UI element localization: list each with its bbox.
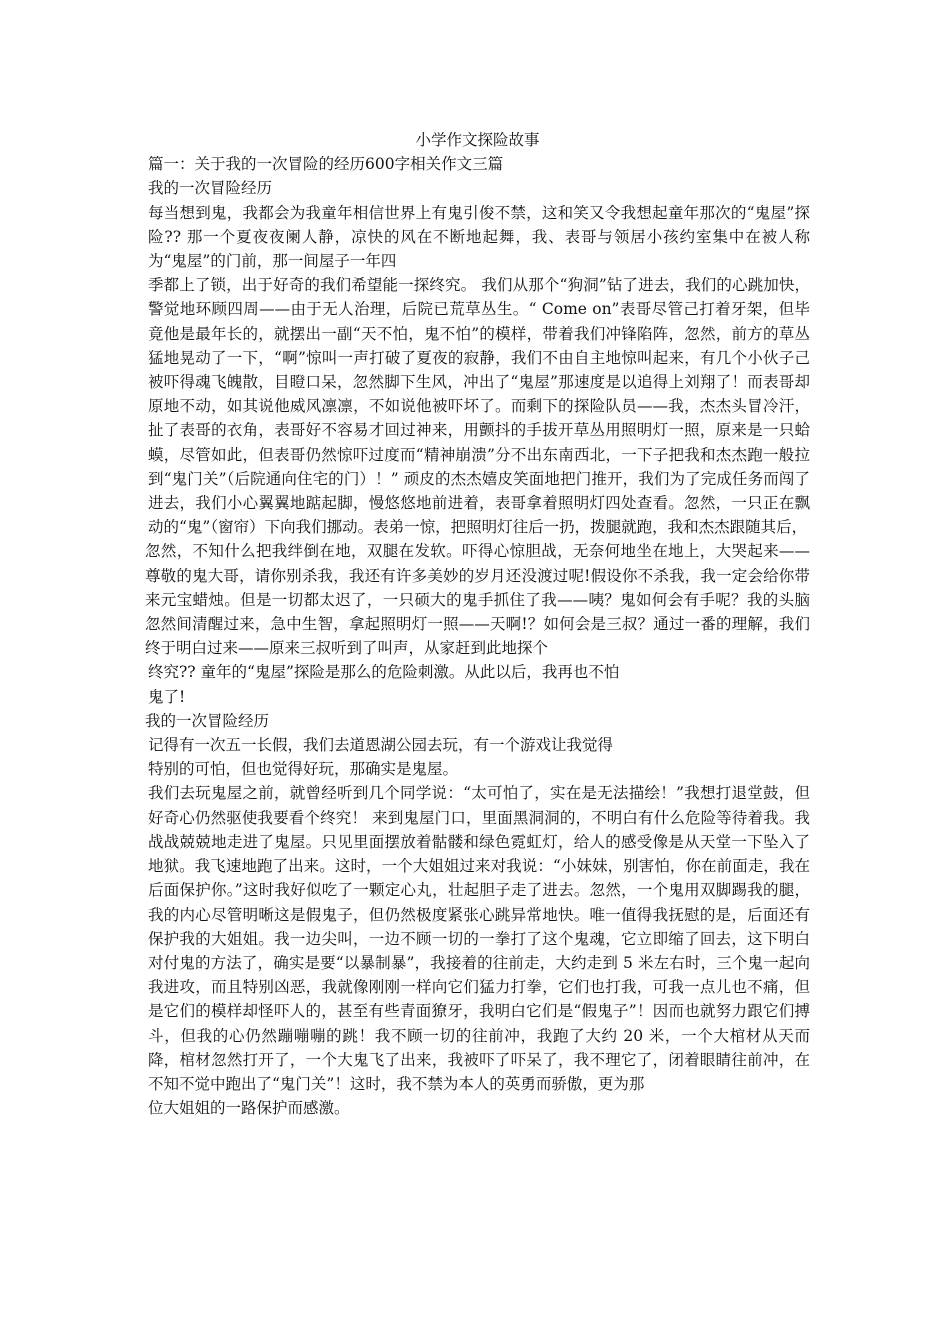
paragraph-9: 位大姐姐的一路保护而感激。	[148, 1099, 350, 1118]
section-heading-1: 我的一次冒险经历	[148, 179, 273, 198]
document-subtitle: 篇一：关于我的一次冒险的经历600字相关作文三篇	[148, 155, 504, 174]
paragraph-6: 记得有一次五一长假，我们去道恩湖公园去玩，有一个游戏让我觉得	[148, 736, 614, 755]
section-heading-2: 我的一次冒险经历	[145, 711, 270, 730]
paragraph-1: 每当想到鬼，我都会为我童年相信世界上有鬼引俊不禁，这和笑又令我想起童年那次的“鬼屋”探险?? 那一个夏夜夜阑人静，凉快的风在不断地起舞，我、表哥与领居小孩约室集中在被人称 为“鬼屋”的门前，那一间屋子一年四	[148, 203, 810, 271]
paragraph-8: 我们去玩鬼屋之前，就曾经听到几个同学说：“太可怕了，实在是无法描绘！”我想打退堂鼓，但好奇心仍然驱使我要看个终究！ 来到鬼屋门口，里面黑洞洞的，不明白有什么危险等待着我。我战战兢兢地走进了鬼屋。只见里面摆放着骷髅和绿色霓虹灯，给人的感受像是从天堂一下坠入了地狱。我飞速地跑了出来。这时，一个大姐姐过来对我说：“小妹妹，别害怕，你在前面走，我在后面保护你。”这时我好似吃了一颗定心丸，壮起胆子走了进去。忽然，一个鬼用双脚踢我的腿，我的内心尽管明晰这是假鬼子，但仍然极度紧张心跳异常地快。唯一值得我抚慰的是，后面还有保护我的大姐姐。我一边尖叫，一边不顾一切的一拳打了这个鬼魂，它立即缩了回去，这下明白对付鬼的方法了，确实是要“以暴制暴”，我接着的往前走，大约走到 5 米左右时，三个鬼一起向我进攻，而且特别凶恶，我就像刚刚一样向它们猛力打拳，它们也打我，可我一点儿也不痛，但是它们的模样却怪吓人的，甚至有些青面獠牙，我明白它们是“假鬼子”！因而也就努力跟它们搏斗，但我的心仍然蹦嘣嘣的跳！我不顾一切的往前冲，我跑了大约 20 米，一个大棺材从天而降，棺材忽然打开了，一个大鬼飞了出来，我被吓了吓呆了，我不理它了，闭着眼睛往前冲，在不知不觉中跑出了“鬼门关”！这时，我不禁为本人的英勇而骄傲，更为那	[148, 784, 810, 1093]
paragraph-7: 特别的可怕，但也觉得好玩，那确实是鬼屋。	[148, 760, 459, 779]
paragraph-2: 季都上了锁，出于好奇的我们希望能一探终究。 我们从那个“狗洞”钻了进去，我们的心跳加快，警觉地环顾四周——由于无人治理，后院已荒草丛生。“ Come on”表哥尽管己打着牙架，但毕竟他是最年长的，就摆出一副“天不怕，鬼不怕”的模样，带着我们冲锋陷阵，忽然，前方的草丛猛地晃动了一下，“啊”惊叫一声打破了夏夜的寂静，我们不由自主地惊叫起来，有几个小伙子己被吓得魂飞魄散，目瞪口呆，忽然脚下生风，冲出了“鬼屋”那速度是以追得上刘翔了！而表哥却原地不动，如其说他威风凛凛，不如说他被吓坏了。而剩下的探险队员——我，杰杰头冒冷汗，扯了表哥的衣角，表哥好不容易才回过神来，用颤抖的手拔开草丛用照明灯一照，原来是一只蛤蟆，尽管如此，但表哥仍然惊吓过度而“精神崩溃”分不出东南西北，一下子把我和杰杰跑一般拉到“鬼门关”（后院通向住宅的门）！” 顽皮的杰杰嬉皮笑面地把门推开，我们为了完成任务而闯了进去，我们小心翼翼地踮起脚，慢悠悠地前进着，表哥拿着照明灯四处查看。忽然，一只正在飘动的“鬼”（窗帘）下向我们挪动。表弟一惊，把照明灯往后一扔，拨腿就跑，我和杰杰跟随其后，	[148, 276, 810, 537]
document-page	[145, 128, 810, 1120]
paragraph-4: 终究?? 童年的“鬼屋”探险是那么的危险刺激。从此以后，我再也不怕	[148, 663, 620, 682]
paragraph-5: 鬼了!	[148, 687, 186, 706]
document-title: 小学作文探险故事	[415, 131, 540, 149]
paragraph-3: 忽然，不知什么把我绊倒在地，双腿在发软。吓得心惊胆战，无奈何地坐在地上，大哭起来——尊敬的鬼大哥，请你别杀我，我还有许多美妙的岁月还没渡过呢!假设你不杀我，我一定会给你带来元宝蜡烛。但是一切都太迟了，一只硕大的鬼手抓住了我——咦？鬼如何会有手呢？我的头脑忽然间清醒过来，急中生智，拿起照明灯一照——天啊!？如何会是三叔？通过一番的理解，我们终于明白过来——原来三叔听到了叫声，从家赶到此地探个	[145, 542, 810, 658]
